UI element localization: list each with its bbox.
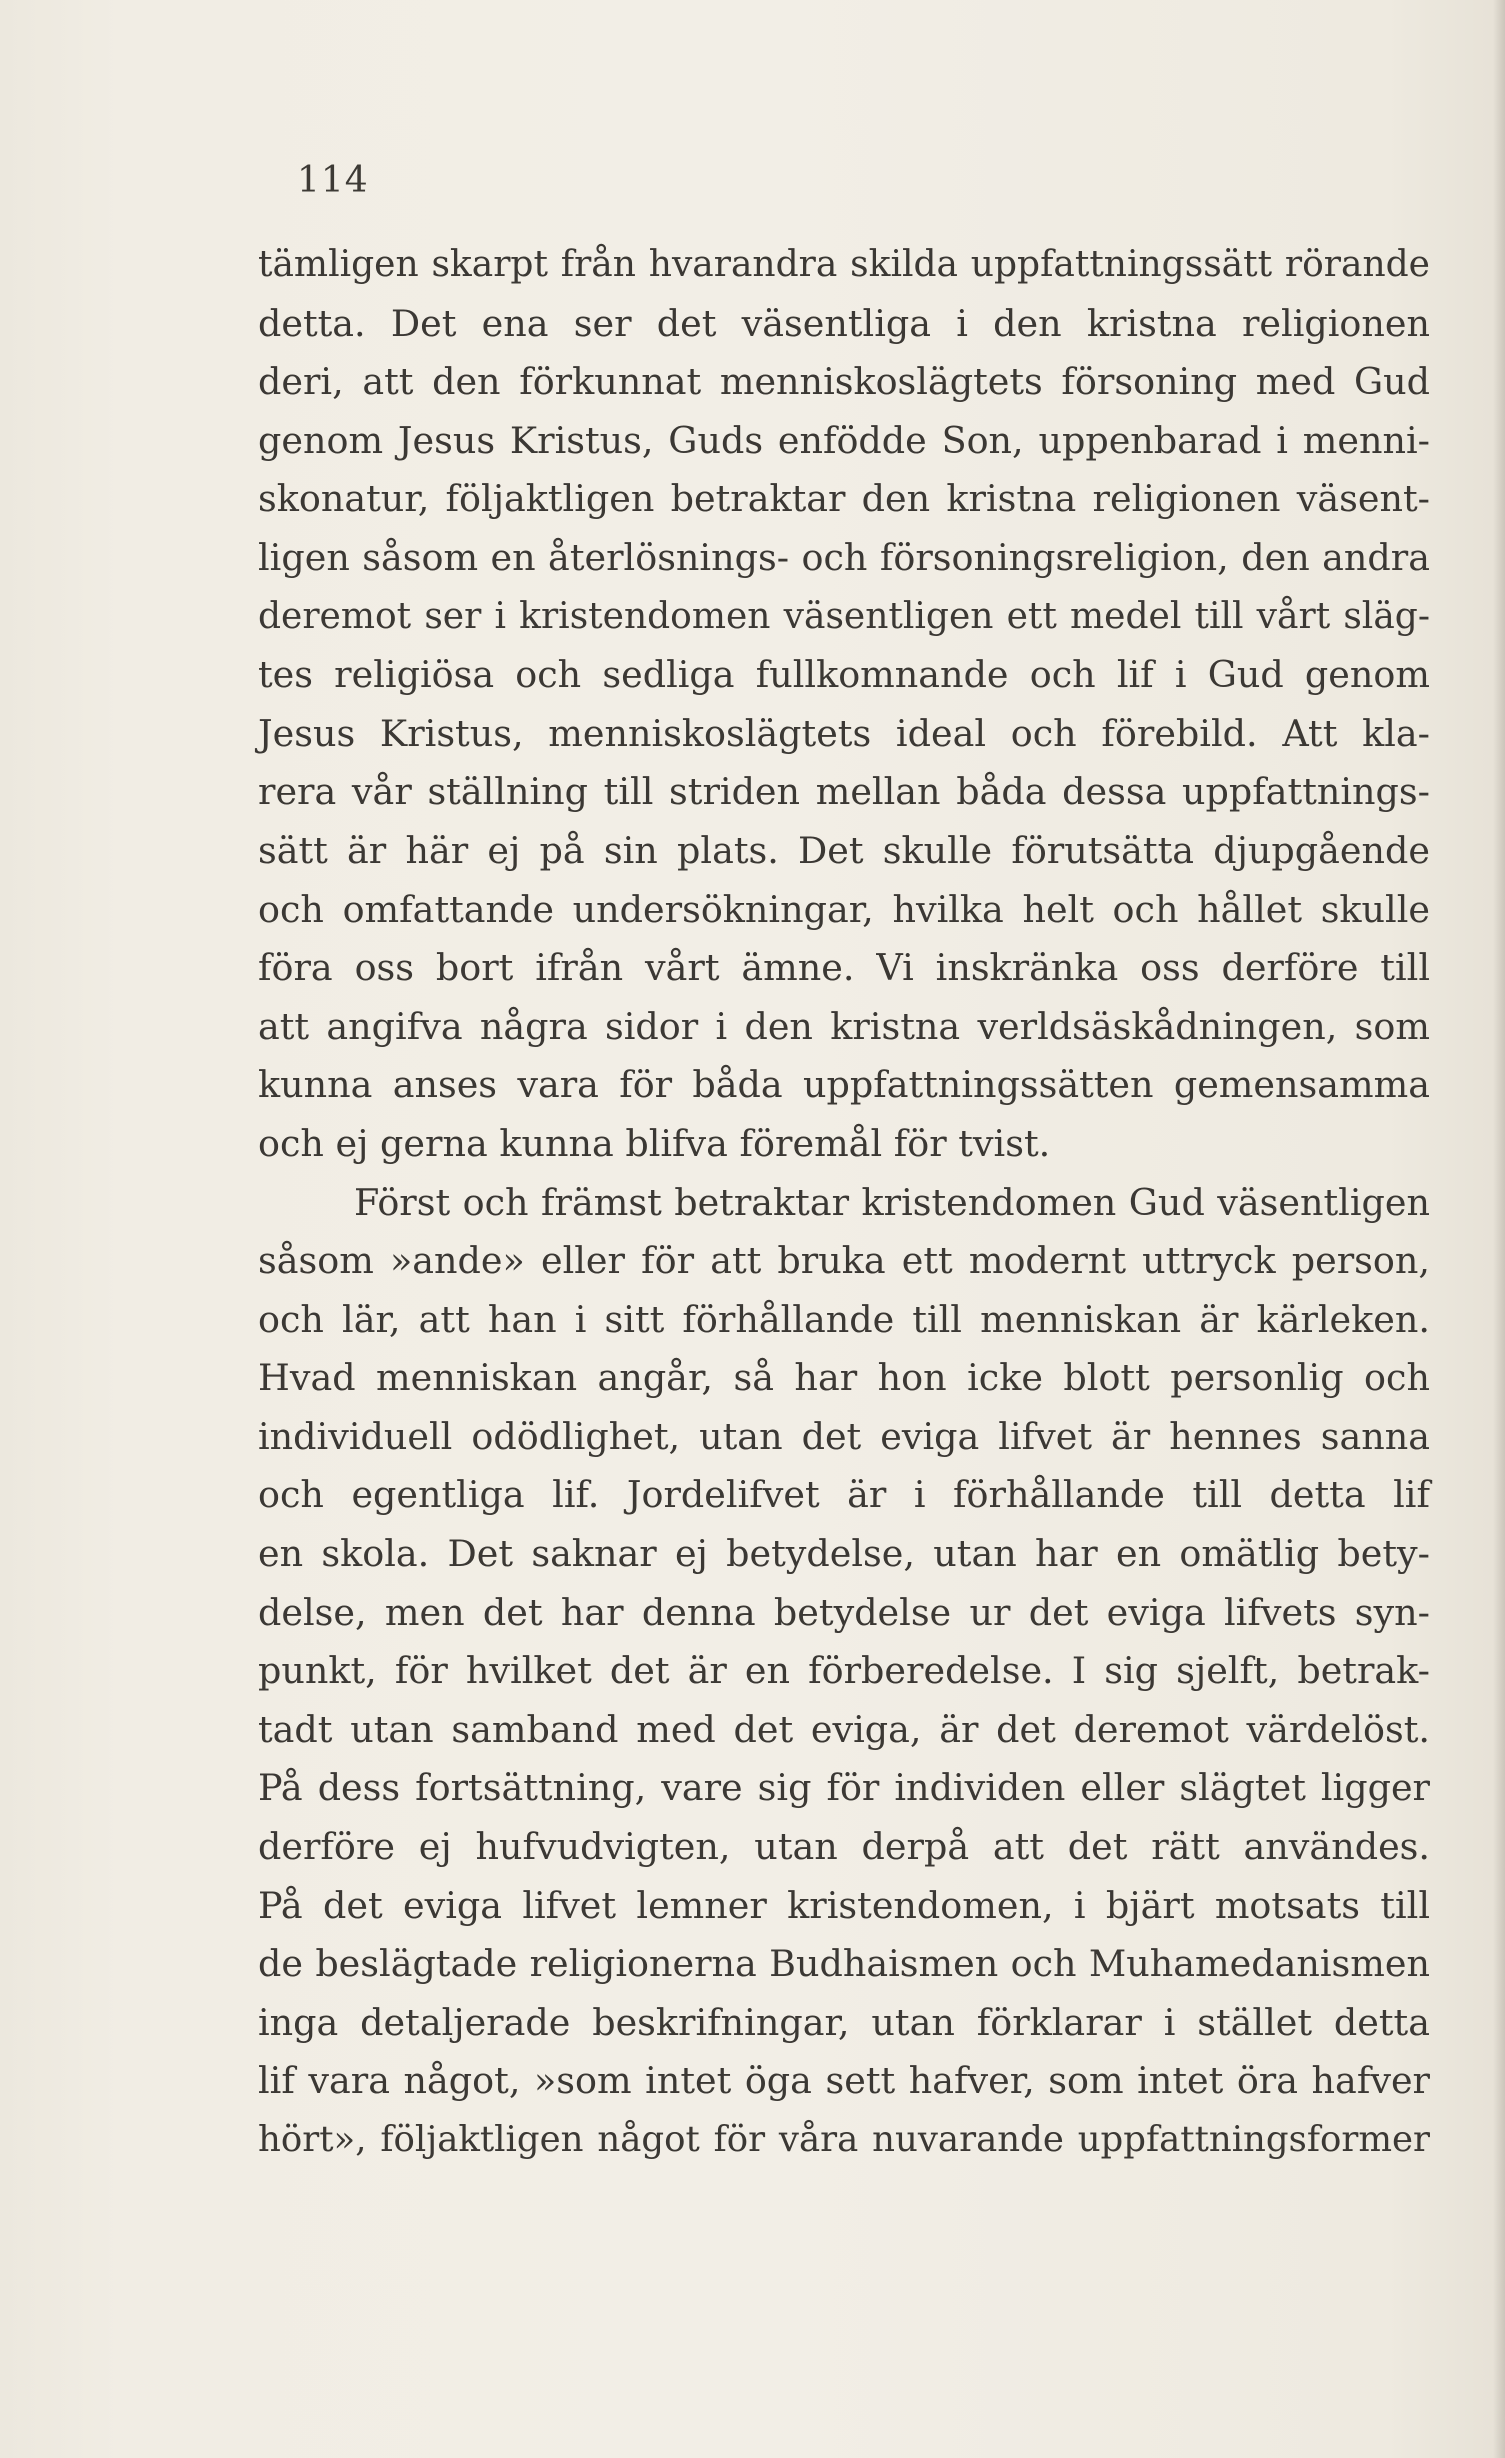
text-line: en skola. Det saknar ej betydelse, utan har en omätlig bety- — [258, 1532, 1430, 1576]
text-line: föra oss bort ifrån vårt ämne. Vi inskränka oss derföre till — [258, 946, 1430, 990]
text-line: lif vara något, »som intet öga sett hafver, som intet öra hafver — [258, 2059, 1430, 2103]
text-line: Hvad menniskan angår, så har hon icke blott personlig och — [258, 1356, 1430, 1400]
text-line: hört», följaktligen något för våra nuvarande uppfattningsformer — [258, 2119, 1430, 2160]
text-line: delse, men det har denna betydelse ur det eviga lifvets syn- — [258, 1590, 1430, 1634]
page-number: 114 — [297, 160, 369, 201]
text-line: ligen såsom en återlösnings- och försoningsreligion, den andra — [258, 535, 1430, 579]
text-line: tämligen skarpt från hvarandra skilda uppfattningssätt rörande — [258, 244, 1430, 285]
text-line: genom Jesus Kristus, Guds enfödde Son, uppenbarad i menni- — [258, 418, 1430, 462]
text-line: deri, att den förkunnat menniskoslägtets försoning med Gud — [258, 360, 1430, 404]
text-line: och omfattande undersökningar, hvilka helt och hållet skulle — [258, 887, 1430, 931]
text-line: och egentliga lif. Jordelifvet är i förhållande till detta lif — [258, 1473, 1430, 1517]
text-line: sätt är här ej på sin plats. Det skulle förutsätta djupgående — [258, 828, 1430, 872]
text-line: På det eviga lifvet lemner kristendomen, i bjärt motsats till — [258, 1883, 1430, 1927]
text-line: och ej gerna kunna blifva föremål för tvist. — [258, 1121, 1051, 1165]
text-line: de beslägtade religionerna Budhaismen och Muhamedanismen — [258, 1942, 1430, 1986]
text-line: kunna anses vara för båda uppfattningssätten gemensamma — [258, 1063, 1430, 1107]
text-line-paragraph-start: Först och främst betraktar kristendomen Gud väsentligen — [354, 1180, 1430, 1224]
text-line: skonatur, följaktligen betraktar den kristna religionen väsent- — [258, 477, 1430, 521]
text-line: derföre ej hufvudvigten, utan derpå att det rätt användes. — [258, 1825, 1430, 1869]
text-line: detta. Det ena ser det väsentliga i den kristna religionen — [258, 301, 1430, 345]
page-edge-shadow — [1493, 0, 1505, 2458]
text-line: deremot ser i kristendomen väsentligen ett medel till vårt släg- — [258, 595, 1430, 637]
text-line: tes religiösa och sedliga fullkomnande och lif i Gud genom — [258, 653, 1430, 697]
text-line: individuell odödlighet, utan det eviga lifvet är hennes sanna — [258, 1414, 1430, 1458]
text-line: Jesus Kristus, menniskoslägtets ideal och förebild. Att kla- — [258, 711, 1430, 755]
text-line: tadt utan samband med det eviga, är det deremot värdelöst. — [258, 1707, 1430, 1751]
text-line: inga detaljerade beskrifningar, utan förklarar i stället detta — [258, 2000, 1430, 2044]
text-line: På dess fortsättning, vare sig för individen eller slägtet ligger — [258, 1766, 1430, 1810]
text-line: punkt, för hvilket det är en förberedelse. I sig sjelft, betrak- — [258, 1649, 1430, 1693]
text-line: rera vår ställning till striden mellan båda dessa uppfattnings- — [258, 770, 1430, 814]
text-line: och lär, att han i sitt förhållande till menniskan är kärleken. — [258, 1297, 1430, 1341]
text-line: såsom »ande» eller för att bruka ett modernt uttryck person, — [258, 1239, 1430, 1283]
text-line: att angifva några sidor i den kristna verldsäskådningen, som — [258, 1004, 1430, 1048]
body-text — [258, 236, 1430, 2170]
